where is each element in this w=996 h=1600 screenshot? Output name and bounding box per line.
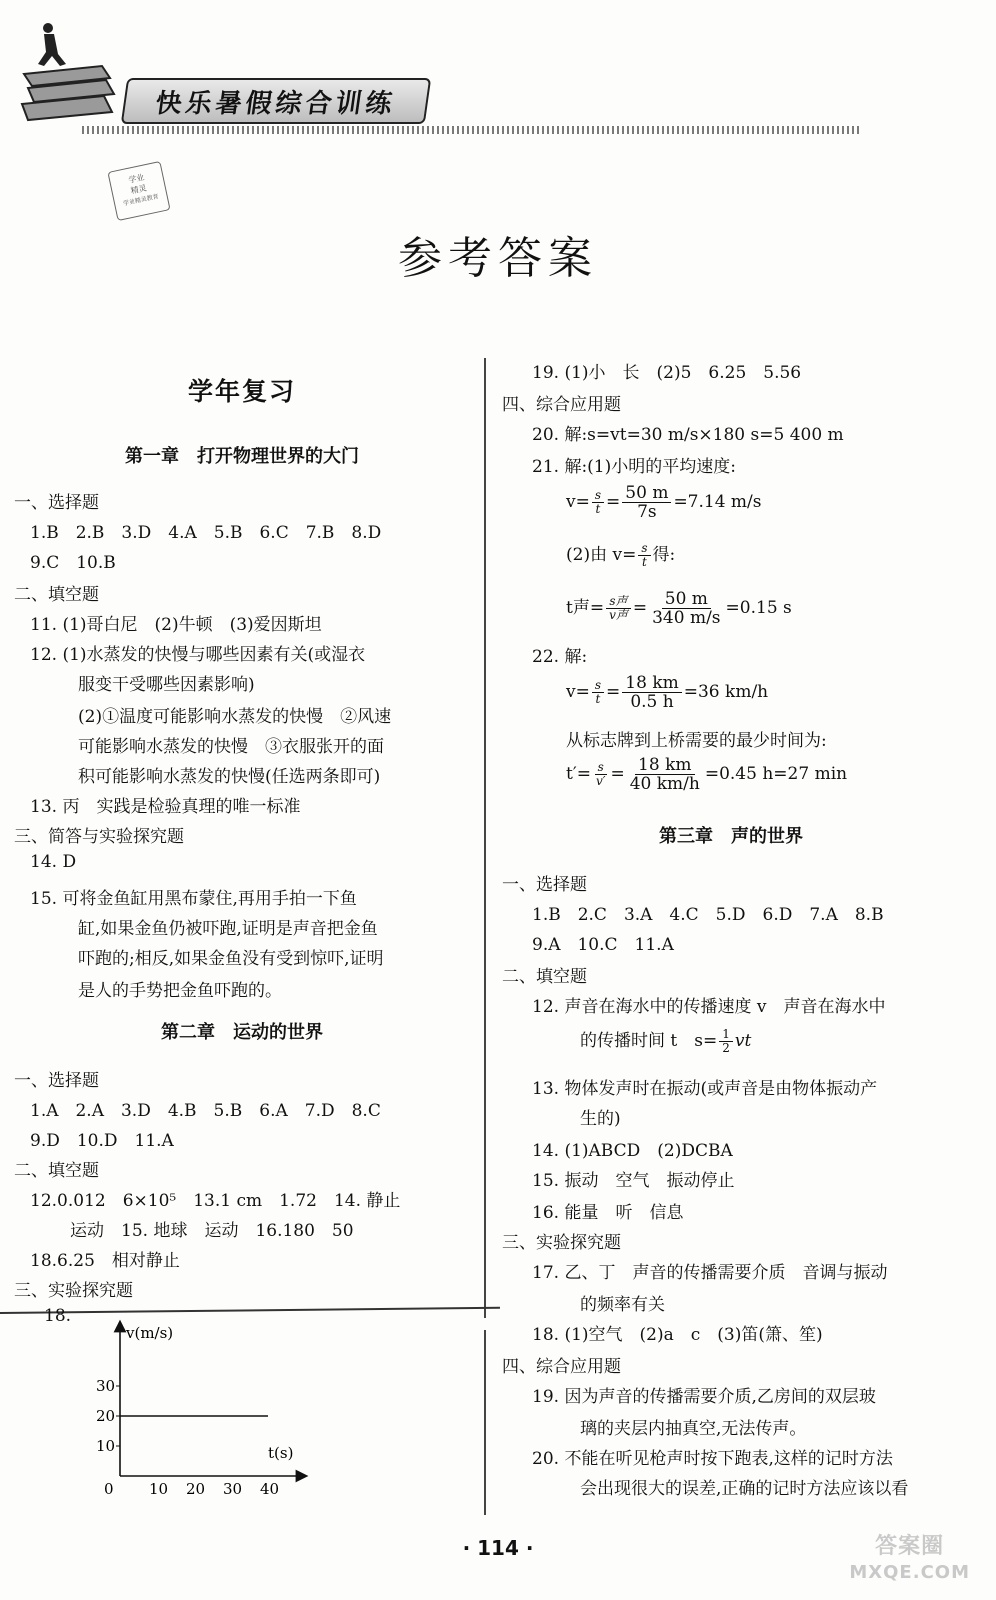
equation: t′= $\frac{s}{v'}$ = $\frac{18 km}{40 km/h}$ =0.45 h=27 min <box>566 755 848 794</box>
answer-line: 二、填空题 <box>14 585 99 605</box>
answer-line: 服变干受哪些因素影响) <box>78 675 255 695</box>
answer-line: 9.A 10.C 11.A <box>532 935 674 955</box>
equation: (2)由 v= $\frac{s}{t}$ 得: <box>566 541 676 569</box>
answer-line: 从标志牌到上桥需要的最少时间为: <box>566 731 827 751</box>
answer-line: 12. (1)水蒸发的快慢与哪些因素有关(或湿衣 <box>30 645 366 665</box>
chapter-3-heading: 第三章 声的世界 <box>659 826 803 847</box>
answer-line: 9.C 10.B <box>30 553 116 573</box>
vt-graph <box>92 1318 312 1498</box>
dotted-divider <box>82 126 862 134</box>
x-tick-label: 30 <box>223 1480 243 1498</box>
answer-line: 积可能影响水蒸发的快慢(任选两条即可) <box>78 767 381 787</box>
answer-line: 一、选择题 <box>14 493 99 513</box>
answer-line: 二、填空题 <box>502 967 587 987</box>
answer-line: 璃的夹层内抽真空,无法传声。 <box>580 1419 807 1439</box>
answer-line: 是人的手势把金鱼吓跑的。 <box>78 981 282 1001</box>
stamp-logo: 学业 精灵 学业精灵教育 <box>107 161 170 221</box>
answer-line: 12.0.012 6×10⁵ 13.1 cm 1.72 14. 静止 <box>30 1191 401 1211</box>
answer-line: 20. 不能在听见枪声时按下跑表,这样的记时方法 <box>532 1449 893 1469</box>
page-number: · 114 · <box>462 1536 534 1560</box>
banner-title: 快乐暑假综合训练 <box>121 78 431 124</box>
y-tick-label: 30 <box>96 1377 116 1395</box>
answer-line: 一、选择题 <box>14 1071 99 1091</box>
answer-line: 会出现很大的误差,正确的记时方法应该以看 <box>580 1479 909 1499</box>
answer-line: 生的) <box>580 1109 621 1129</box>
x-tick-label: 10 <box>149 1480 169 1498</box>
y-tick-label: 20 <box>96 1407 116 1425</box>
horizontal-rule <box>0 1307 500 1314</box>
answer-line: 11. (1)哥白尼 (2)牛顿 (3)爱因斯坦 <box>30 615 322 635</box>
y-axis-label: v(m/s) <box>126 1324 174 1342</box>
answer-line: 18.6.25 相对静止 <box>30 1251 180 1271</box>
answer-line: 20. 解:s=vt=30 m/s×180 s=5 400 m <box>532 425 844 445</box>
answer-line: 19. 因为声音的传播需要介质,乙房间的双层玻 <box>532 1387 876 1407</box>
answer-line: 13. 物体发声时在振动(或声音是由物体振动产 <box>532 1079 878 1099</box>
answer-line: 吓跑的;相反,如果金鱼没有受到惊吓,证明 <box>78 949 384 969</box>
answer-line: 二、填空题 <box>14 1161 99 1181</box>
answer-line: 1.A 2.A 3.D 4.B 5.B 6.A 7.D 8.C <box>30 1101 381 1121</box>
x-axis-label: t(s) <box>268 1444 294 1462</box>
answer-line: 1.B 2.C 3.A 4.C 5.D 6.D 7.A 8.B <box>532 905 884 925</box>
answer-line: 18. (1)空气 (2)a c (3)笛(箫、笙) <box>532 1325 823 1345</box>
answer-line: 1.B 2.B 3.D 4.A 5.B 6.C 7.B 8.D <box>30 523 382 543</box>
answer-line: 14. (1)ABCD (2)DCBA <box>532 1141 733 1161</box>
answer-line: 13. 丙 实践是检验真理的唯一标准 <box>30 797 301 817</box>
equation: 的传播时间 t s= $\frac{1}{2}$ vt <box>580 1027 752 1055</box>
answer-line: 19. (1)小 长 (2)5 6.25 5.56 <box>532 363 802 383</box>
answer-line: 一、选择题 <box>502 875 587 895</box>
y-tick-label: 10 <box>96 1437 116 1455</box>
answer-line: 21. 解:(1)小明的平均速度: <box>532 457 736 477</box>
answer-line: 18. <box>44 1306 72 1326</box>
x-tick-label: 0 <box>104 1480 114 1498</box>
answer-line: 可能影响水蒸发的快慢 ③衣服张开的面 <box>78 737 384 757</box>
chapter-1-heading: 第一章 打开物理世界的大门 <box>125 446 359 467</box>
answer-line: 运动 15. 地球 运动 16.180 50 <box>70 1221 354 1241</box>
answer-line: 16. 能量 听 信息 <box>532 1203 684 1223</box>
answer-line: 的频率有关 <box>580 1295 665 1315</box>
answer-line: 17. 乙、丁 声音的传播需要介质 音调与振动 <box>532 1263 888 1283</box>
x-tick-label: 20 <box>186 1480 206 1498</box>
answer-line: 三、简答与实验探究题 <box>14 827 184 847</box>
watermark-logo: 答案圈 MXQE.COM <box>849 1534 970 1583</box>
column-divider-lower <box>484 1330 486 1515</box>
chapter-2-heading: 第二章 运动的世界 <box>161 1022 323 1043</box>
answer-line: 缸,如果金鱼仍被吓跑,证明是声音把金鱼 <box>78 919 378 939</box>
answer-line: 22. 解: <box>532 647 588 667</box>
page-title: 参考答案 <box>398 233 598 284</box>
equation: t声= $\frac{\text{s声}}{\text{v声}}$ = $\frac{50 m}{340 m/s}$ =0.15 s <box>566 589 792 628</box>
answer-line: (2)①温度可能影响水蒸发的快慢 ②风速 <box>78 707 392 727</box>
answer-line: 三、实验探究题 <box>502 1233 621 1253</box>
x-tick-label: 40 <box>260 1480 280 1498</box>
answer-line: 15. 振动 空气 振动停止 <box>532 1171 735 1191</box>
equation: v= $\frac{s}{t}$ = $\frac{18 km}{0.5 h}$ =36 km/h <box>566 673 769 712</box>
answer-line: 9.D 10.D 11.A <box>30 1131 174 1151</box>
answer-line: 三、实验探究题 <box>14 1281 133 1301</box>
answer-line: 四、综合应用题 <box>502 1357 621 1377</box>
books-logo-icon <box>14 14 124 134</box>
equation: v= $\frac{s}{t}$ = $\frac{50 m}{7s}$ =7.14 m/s <box>566 483 762 522</box>
answer-line: 15. 可将金鱼缸用黑布蒙住,再用手拍一下鱼 <box>30 889 357 909</box>
answer-line: 14. D <box>30 852 77 872</box>
answer-line: 12. 声音在海水中的传播速度 v 声音在海水中 <box>532 997 886 1017</box>
answer-line: 四、综合应用题 <box>502 395 621 415</box>
section-heading: 学年复习 <box>187 377 296 406</box>
